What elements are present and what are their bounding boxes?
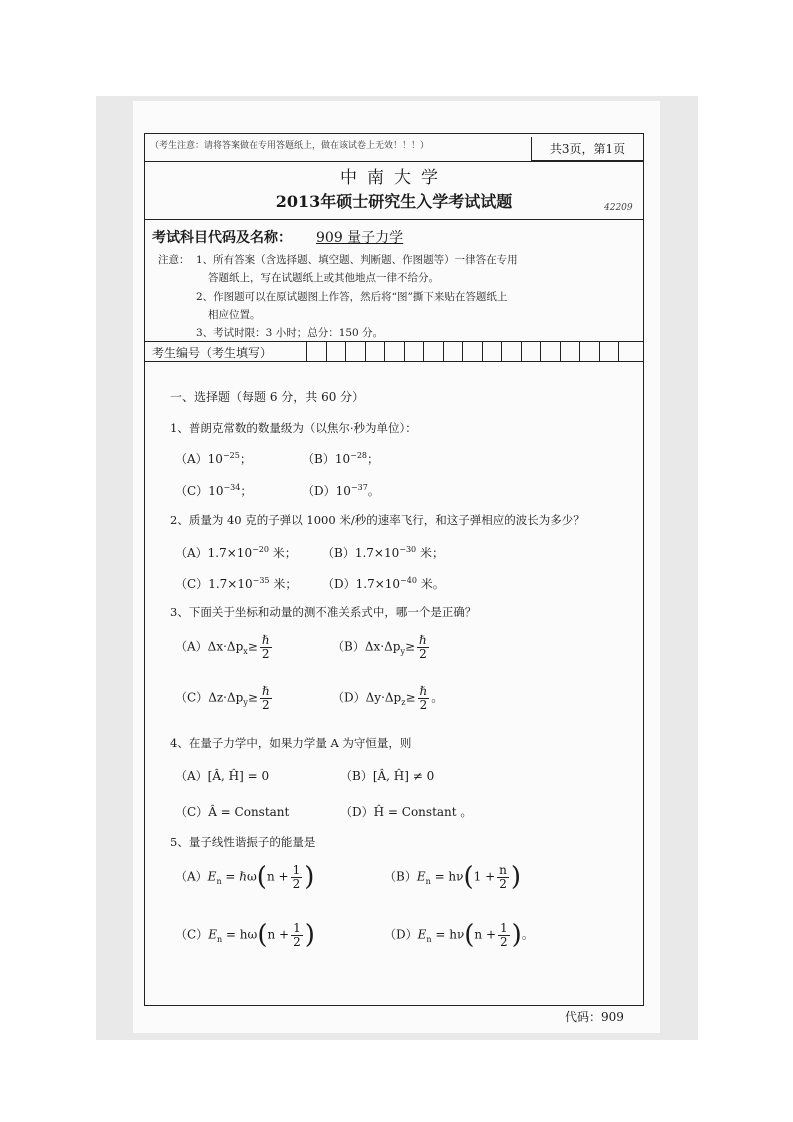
energy-subscript: n: [426, 934, 432, 944]
energy-term: n +: [474, 927, 497, 942]
energy-term: n +: [266, 869, 289, 884]
fraction-denominator: 2: [261, 646, 270, 661]
student-id-cell[interactable]: [579, 341, 580, 361]
student-id-cell[interactable]: [443, 341, 444, 361]
divider: [144, 361, 644, 362]
option-relation: ≥: [247, 639, 258, 654]
option-label: （A）: [175, 452, 208, 466]
left-paren: (: [464, 920, 475, 951]
exam-title: 2013年硕士研究生入学考试试题: [275, 192, 513, 211]
question-2-stem: 2、质量为 40 克的子弹以 1000 米/秒的速率飞行，和这子弹相应的波长为多少？: [170, 513, 585, 527]
option-exponent: −28: [350, 451, 367, 460]
energy-symbol: E: [417, 927, 427, 942]
energy-subscript: n: [216, 876, 222, 886]
left-paren: (: [257, 920, 268, 951]
option-expression: Δx·Δp: [207, 639, 244, 654]
right-paren: ): [304, 920, 315, 951]
option-exponent: −30: [399, 545, 417, 554]
fraction-numerator: 1: [292, 863, 301, 877]
note-line: 相应位置。: [208, 309, 261, 321]
option-expression: Δz·Δp: [208, 690, 244, 705]
hbar-over-2: [417, 634, 429, 660]
fraction-denominator: 2: [500, 934, 508, 949]
option-label: （C）: [175, 805, 209, 819]
option-label: （B）: [340, 769, 373, 783]
option-expression: Ĥ = Constant 。: [373, 805, 473, 819]
option-label: （A）: [175, 546, 208, 560]
q5-option-d[interactable]: [384, 920, 534, 951]
footer-code: 代码：909: [565, 1010, 624, 1024]
option-subscript: z: [401, 697, 406, 707]
fraction-denominator: 2: [499, 876, 507, 891]
option-suffix: ；: [367, 452, 380, 466]
option-label: （D）: [332, 690, 366, 705]
energy-symbol: E: [208, 927, 217, 942]
energy-subscript: n: [425, 876, 431, 886]
fraction-denominator: 2: [293, 934, 301, 949]
student-id-cell[interactable]: [326, 341, 327, 361]
energy-factor: = hω: [222, 927, 258, 942]
student-id-cell[interactable]: [462, 341, 463, 361]
student-id-cell[interactable]: [482, 341, 483, 361]
option-relation: ≥: [405, 690, 416, 705]
subject-value: 909 量子力学: [316, 230, 404, 246]
option-exponent: −35: [252, 576, 270, 585]
option-label: （A）: [175, 769, 208, 783]
option-label: （B）: [332, 639, 365, 654]
option-base: 10: [208, 484, 224, 498]
q4-option-a[interactable]: [175, 767, 269, 784]
option-expression: [Â, Ĥ] ≠ 0: [372, 769, 435, 783]
fraction-denominator: 2: [419, 646, 427, 661]
page-info: 共3页，第1页: [531, 137, 643, 161]
energy-factor: = hν: [431, 927, 465, 942]
option-suffix: 。: [367, 484, 380, 498]
energy-term: 1 +: [473, 869, 496, 884]
option-subscript: x: [243, 646, 248, 656]
left-paren: (: [256, 862, 267, 893]
energy-symbol: E: [416, 869, 426, 884]
option-label: （D）: [302, 484, 336, 498]
fraction: [291, 864, 303, 890]
option-base: 1.7×10: [354, 546, 400, 560]
student-id-cell[interactable]: [521, 341, 522, 361]
hbar-over-2: [260, 685, 272, 711]
energy-factor: = hν: [430, 869, 464, 884]
q3-option-d[interactable]: [332, 685, 443, 711]
option-suffix: 米；: [269, 577, 298, 591]
q5-option-b[interactable]: [384, 862, 522, 893]
option-exponent: −37: [350, 483, 368, 492]
option-suffix: ；: [239, 452, 252, 466]
student-id-cell[interactable]: [365, 341, 366, 361]
option-exponent: −20: [252, 545, 269, 554]
q2-option-a[interactable]: [175, 544, 297, 561]
q1-option-b[interactable]: [302, 450, 379, 467]
fraction-numerator: ℏ: [419, 684, 428, 698]
q3-option-c[interactable]: [175, 685, 274, 711]
divider: [144, 161, 644, 162]
student-id-cell[interactable]: [423, 341, 424, 361]
hbar-over-2: [260, 634, 272, 660]
option-suffix: 米；: [268, 546, 297, 560]
note-line: 3、考试时限：3 小时；总分：150 分。: [196, 327, 384, 339]
fraction-numerator: ℏ: [419, 633, 427, 647]
fraction-denominator: 2: [419, 697, 428, 712]
fraction-numerator: ℏ: [261, 633, 270, 647]
q5-option-a[interactable]: [175, 862, 315, 893]
question-4-stem: 4、在量子力学中，如果力学量 A 为守恒量，则: [170, 736, 412, 750]
option-suffix: ；: [240, 484, 253, 498]
option-relation: ≥: [247, 690, 258, 705]
option-label: （D）: [384, 927, 418, 942]
school-name: 中南大学: [340, 168, 448, 188]
fraction-numerator: ℏ: [261, 684, 270, 698]
q3-option-b[interactable]: [332, 634, 431, 660]
option-base: 1.7×10: [208, 577, 253, 591]
option-label: （C）: [175, 484, 209, 498]
q2-option-c[interactable]: [175, 575, 297, 592]
note-line: 1、所有答案（含选择题、填空题、判断题、作图题等）一律答在专用: [196, 254, 518, 266]
left-paren: (: [463, 862, 474, 893]
divider: [144, 219, 644, 220]
exam-notice: （考生注意：请将答案做在专用答题纸上，做在该试卷上无效！！！）: [150, 141, 430, 151]
fraction: [498, 922, 510, 948]
option-base: 10: [207, 452, 223, 466]
student-id-label: 考生编号（考生填写）: [152, 346, 273, 360]
right-paren: ): [304, 862, 315, 893]
option-expression: [Â, Ĥ] = 0: [207, 769, 270, 783]
option-label: （D）: [340, 805, 374, 819]
option-label: （B）: [384, 869, 417, 884]
student-id-cell[interactable]: [404, 341, 405, 361]
energy-symbol: E: [207, 869, 217, 884]
fraction-numerator: 1: [500, 921, 508, 935]
energy-subscript: n: [216, 934, 223, 944]
student-id-cell[interactable]: [306, 341, 307, 361]
student-id-cell[interactable]: [501, 341, 502, 361]
student-id-cell[interactable]: [618, 341, 619, 361]
question-1-stem: 1、普朗克常数的数量级为（以焦尔·秒为单位）：: [170, 421, 417, 435]
option-exponent: −34: [223, 483, 241, 492]
divider: [144, 341, 644, 342]
option-subscript: y: [400, 646, 405, 656]
option-expression: Â = Constant: [208, 805, 290, 819]
option-relation: ≥: [404, 639, 416, 654]
right-paren: ): [511, 920, 522, 951]
question-5-stem: 5、量子线性谐振子的能量是: [170, 835, 316, 849]
option-label: （A）: [175, 869, 208, 884]
notes-label: 注意：: [158, 254, 190, 266]
q4-option-c[interactable]: [175, 803, 289, 820]
option-suffix: 。: [431, 690, 444, 705]
note-line: 答题纸上，写在试题纸上或其他地点一律不给分。: [208, 272, 439, 284]
option-label: （D）: [322, 577, 356, 591]
option-expression: Δy·Δp: [365, 690, 402, 705]
option-label: （B）: [302, 452, 335, 466]
q1-option-a[interactable]: [175, 450, 252, 467]
q4-option-b[interactable]: [340, 767, 434, 784]
note-line: 2、作图题可以在原试题图上作答，然后将“图”撕下来贴在答题纸上: [196, 291, 508, 303]
fraction-denominator: 2: [261, 697, 270, 712]
student-id-cell[interactable]: [540, 341, 541, 361]
option-base: 1.7×10: [355, 577, 401, 591]
q1-option-c[interactable]: [175, 482, 252, 499]
fraction-numerator: 1: [293, 921, 301, 935]
fraction-numerator: n: [499, 863, 507, 877]
question-3-stem: 3、下面关于坐标和动量的测不准关系式中，哪一个是正确？: [170, 605, 477, 619]
student-id-cell[interactable]: [599, 341, 600, 361]
option-label: （A）: [175, 639, 208, 654]
energy-factor: = ℏω: [221, 869, 257, 884]
option-exponent: −25: [222, 451, 240, 460]
q5-option-c[interactable]: [175, 920, 315, 951]
q3-option-a[interactable]: [175, 634, 274, 660]
fraction-denominator: 2: [292, 876, 301, 891]
q4-option-d[interactable]: [340, 803, 472, 820]
option-label: （C）: [175, 927, 209, 942]
energy-term: n +: [267, 927, 290, 942]
right-paren: ): [510, 862, 522, 893]
fraction: [497, 864, 509, 890]
q1-option-d[interactable]: [302, 482, 380, 499]
option-label: （B）: [322, 546, 355, 560]
option-suffix: 米；: [416, 546, 444, 560]
option-base: 10: [334, 452, 351, 466]
q2-option-d[interactable]: [322, 575, 445, 592]
option-base: 1.7×10: [207, 546, 253, 560]
section-title: 一、选择题（每题 6 分，共 60 分）: [170, 390, 365, 404]
option-exponent: −40: [400, 576, 417, 585]
option-label: （C）: [175, 690, 209, 705]
subject-label: 考试科目代码及名称：: [152, 230, 292, 246]
exam-code: 42209: [604, 203, 633, 213]
option-expression: Δx·Δp: [364, 639, 401, 654]
student-id-cell[interactable]: [345, 341, 346, 361]
option-suffix: 米。: [416, 577, 445, 591]
student-id-cell[interactable]: [384, 341, 385, 361]
option-suffix: 。: [521, 927, 534, 942]
q2-option-b[interactable]: [322, 544, 444, 561]
fraction: [291, 922, 303, 948]
option-base: 10: [335, 484, 351, 498]
hbar-over-2: [418, 685, 430, 711]
student-id-cell[interactable]: [560, 341, 561, 361]
option-subscript: y: [243, 697, 248, 707]
option-label: （C）: [175, 577, 209, 591]
